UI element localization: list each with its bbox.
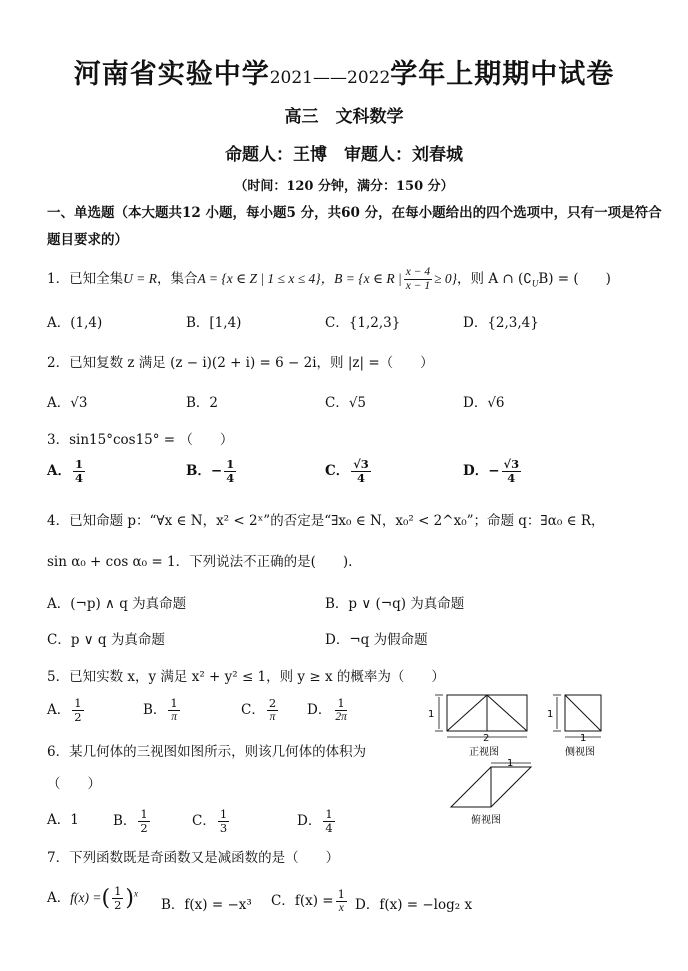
exam-term: 学年上期期中试卷 [390, 59, 615, 90]
q5-c-num: 2 [268, 696, 277, 710]
q6-d-frac [323, 808, 334, 835]
q1-option-b: B．[1,4) [186, 315, 242, 331]
q5-c-label: C． [241, 702, 265, 718]
q6-d-label: D． [297, 813, 322, 829]
q3-b-sign: − [210, 463, 223, 479]
q7-option-b: B．f(x) = −x³ [161, 897, 252, 913]
exam-authors: 命题人：王博 审题人：刘春城 [225, 145, 463, 165]
q5-d-den: 2π [335, 711, 347, 723]
q3-a-den: 4 [74, 471, 83, 485]
question-4-stem-line1: 4．已知命题 p：“∀x ∈ N，x² < 2ˣ”的否定是“∃x₀ ∈ N，x₀² < 2^x₀”；命题 q：∃α₀ ∈ R， [47, 513, 605, 529]
q7-option-a [47, 885, 138, 912]
question-5-stem: 5．已知实数 x，y 满足 x² + y² ≤ 1，则 y ≥ x 的概率为（ ） [47, 669, 445, 685]
school-years: 2021——2022 [269, 68, 391, 88]
q7-option-d: D．f(x) = −log₂ x [355, 897, 473, 913]
side-view [547, 695, 601, 758]
q5-c-frac [267, 697, 278, 724]
q5-a-num: 1 [74, 696, 82, 710]
front-width-label: 2 [483, 733, 490, 744]
q3-d-num: √3 [503, 457, 520, 471]
q1-tail-2: B) = ( ) [538, 271, 611, 287]
q1-text-a: 1．已知全集 [47, 271, 124, 287]
q3-d-sign: − [488, 463, 500, 479]
q4-option-a: A．(¬p) ∧ q 为真命题 [47, 596, 187, 612]
q1-option-d: D．{2,3,4} [463, 315, 539, 331]
q7-c-label: C．f(x) = [271, 893, 334, 909]
q6-option-a: A．1 [47, 812, 79, 828]
q5-option-d [307, 697, 351, 724]
q5-a-frac [72, 697, 83, 724]
q6-c-num: 1 [219, 807, 228, 821]
top-view-label: 俯视图 [471, 815, 501, 826]
q3-c-den: 4 [357, 471, 366, 485]
q4-option-d: D．¬q 为假命题 [325, 632, 428, 648]
q7-a-frac [112, 885, 123, 912]
q6-c-label: C． [192, 813, 216, 829]
q6-d-den: 4 [325, 821, 333, 835]
side-view-label: 侧视图 [565, 747, 595, 758]
q7-c-frac [336, 888, 347, 915]
q6-b-den: 2 [140, 821, 148, 835]
q1-universe: U = R [123, 271, 157, 286]
front-view [428, 695, 527, 758]
q1-option-c: C．{1,2,3} [325, 315, 401, 331]
q3-c-frac [351, 458, 371, 485]
q3-a-label: A． [47, 463, 71, 479]
q5-option-c [241, 697, 280, 724]
q7-c-den: x [338, 902, 344, 914]
q5-b-frac [168, 697, 179, 724]
q6-option-c [192, 808, 231, 835]
q1-tail-sub: U [531, 278, 539, 289]
question-4-stem-line2: sin α₀ + cos α₀ = 1．下列说法不正确的是( ). [47, 554, 353, 570]
q1-set-b-pre: ，B = {x ∈ R | [320, 271, 402, 286]
q7-a-func: f(x) = [70, 890, 102, 905]
q6-d-num: 1 [325, 807, 333, 821]
q6-b-frac [138, 808, 149, 835]
q3-d-frac [502, 458, 522, 485]
q5-a-label: A． [47, 702, 71, 718]
top-view [451, 758, 531, 826]
q6-b-label: B． [113, 813, 137, 829]
q2-option-b: B．2 [186, 395, 219, 411]
q3-option-c [325, 458, 373, 485]
q3-d-den: 4 [507, 471, 516, 485]
question-1-stem [47, 266, 611, 293]
q3-option-d [463, 458, 523, 485]
q3-c-label: C． [325, 463, 350, 479]
q3-d-label: D． [463, 463, 489, 479]
q5-option-a [47, 697, 86, 724]
q5-a-den: 2 [74, 710, 82, 724]
q5-b-label: B． [143, 702, 167, 718]
front-view-label: 正视图 [469, 747, 499, 758]
q7-a-exp: x [133, 888, 138, 899]
q2-option-a: A．√3 [47, 395, 88, 411]
three-view-figure [425, 685, 610, 830]
q1-tail: ，则 A ∩ (∁ [457, 271, 532, 287]
q6-option-b [113, 808, 152, 835]
q6-b-num: 1 [140, 807, 148, 821]
q1-frac-den: x − 1 [405, 280, 431, 292]
q7-a-den: 2 [114, 898, 122, 912]
question-7-stem: 7．下列函数既是奇函数又是减函数的是（ ） [47, 850, 340, 866]
q7-a-label: A． [47, 890, 71, 906]
school-name: 河南省实验中学 [73, 59, 270, 90]
exam-subtitle: 高三 文科数学 [284, 107, 404, 127]
q4-option-c: C．p ∨ q 为真命题 [47, 632, 165, 648]
q1-option-a: A．(1,4) [47, 315, 103, 331]
q3-option-b [186, 458, 238, 485]
q3-option-a [47, 458, 87, 485]
q7-a-num: 1 [114, 884, 122, 898]
q1-text-b: ，集合 [156, 271, 198, 287]
section-title: 一、单选题（本大题共12 小题，每小题5 分，共60 分，在每小题给出的四个选项中，只有一项是符合题目要求的） [47, 205, 662, 248]
q5-b-den: π [171, 711, 177, 723]
q5-d-frac [333, 697, 349, 724]
q3-c-num: √3 [353, 457, 369, 471]
question-2-stem: 2．已知复数 z 满足 (z − i)(2 + i) = 6 − 2i，则 |z| =（ ） [47, 355, 434, 371]
q1-frac-num: x − 4 [405, 266, 431, 278]
question-3-stem: 3．sin15°cos15° = （ ） [47, 432, 234, 448]
q3-b-label: B． [186, 463, 211, 479]
q7-a-paren-open: ( [101, 886, 111, 911]
side-height-label: 1 [547, 709, 554, 720]
q3-b-num: 1 [226, 457, 235, 471]
q6-c-frac [218, 808, 229, 835]
q3-a-num: 1 [74, 457, 83, 471]
q7-c-num: 1 [337, 887, 345, 901]
q5-option-b [143, 697, 182, 724]
front-height-label: 1 [428, 709, 435, 720]
q3-b-den: 4 [226, 471, 235, 485]
q2-option-c: C．√5 [325, 395, 367, 411]
top-width-label: 1 [507, 758, 514, 769]
q7-option-c [271, 888, 349, 915]
q2-option-d: D．√6 [463, 395, 505, 411]
q5-d-label: D． [307, 702, 332, 718]
question-6-paren: （ ） [47, 776, 101, 792]
q5-c-den: π [269, 711, 276, 723]
q3-b-frac [224, 458, 236, 485]
exam-title [0, 52, 688, 91]
q5-b-num: 1 [170, 696, 178, 710]
side-width-label: 1 [580, 733, 587, 744]
exam-time: （时间：120 分钟，满分：150 分） [234, 179, 454, 194]
question-6-stem: 6．某几何体的三视图如图所示，则该几何体的体积为 [47, 744, 367, 760]
q1-set-a: A = {x ∈ Z | 1 ≤ x ≤ 4} [197, 271, 321, 286]
q6-option-d [297, 808, 337, 835]
q5-d-num: 1 [337, 696, 345, 710]
q7-a-paren-close: ) [125, 886, 134, 911]
q6-c-den: 3 [219, 821, 228, 835]
q1-fraction [404, 266, 432, 293]
q4-option-b: B．p ∨ (¬q) 为真命题 [325, 596, 465, 612]
q3-a-frac [73, 458, 85, 485]
q1-set-b-post: ≥ 0} [434, 271, 458, 286]
